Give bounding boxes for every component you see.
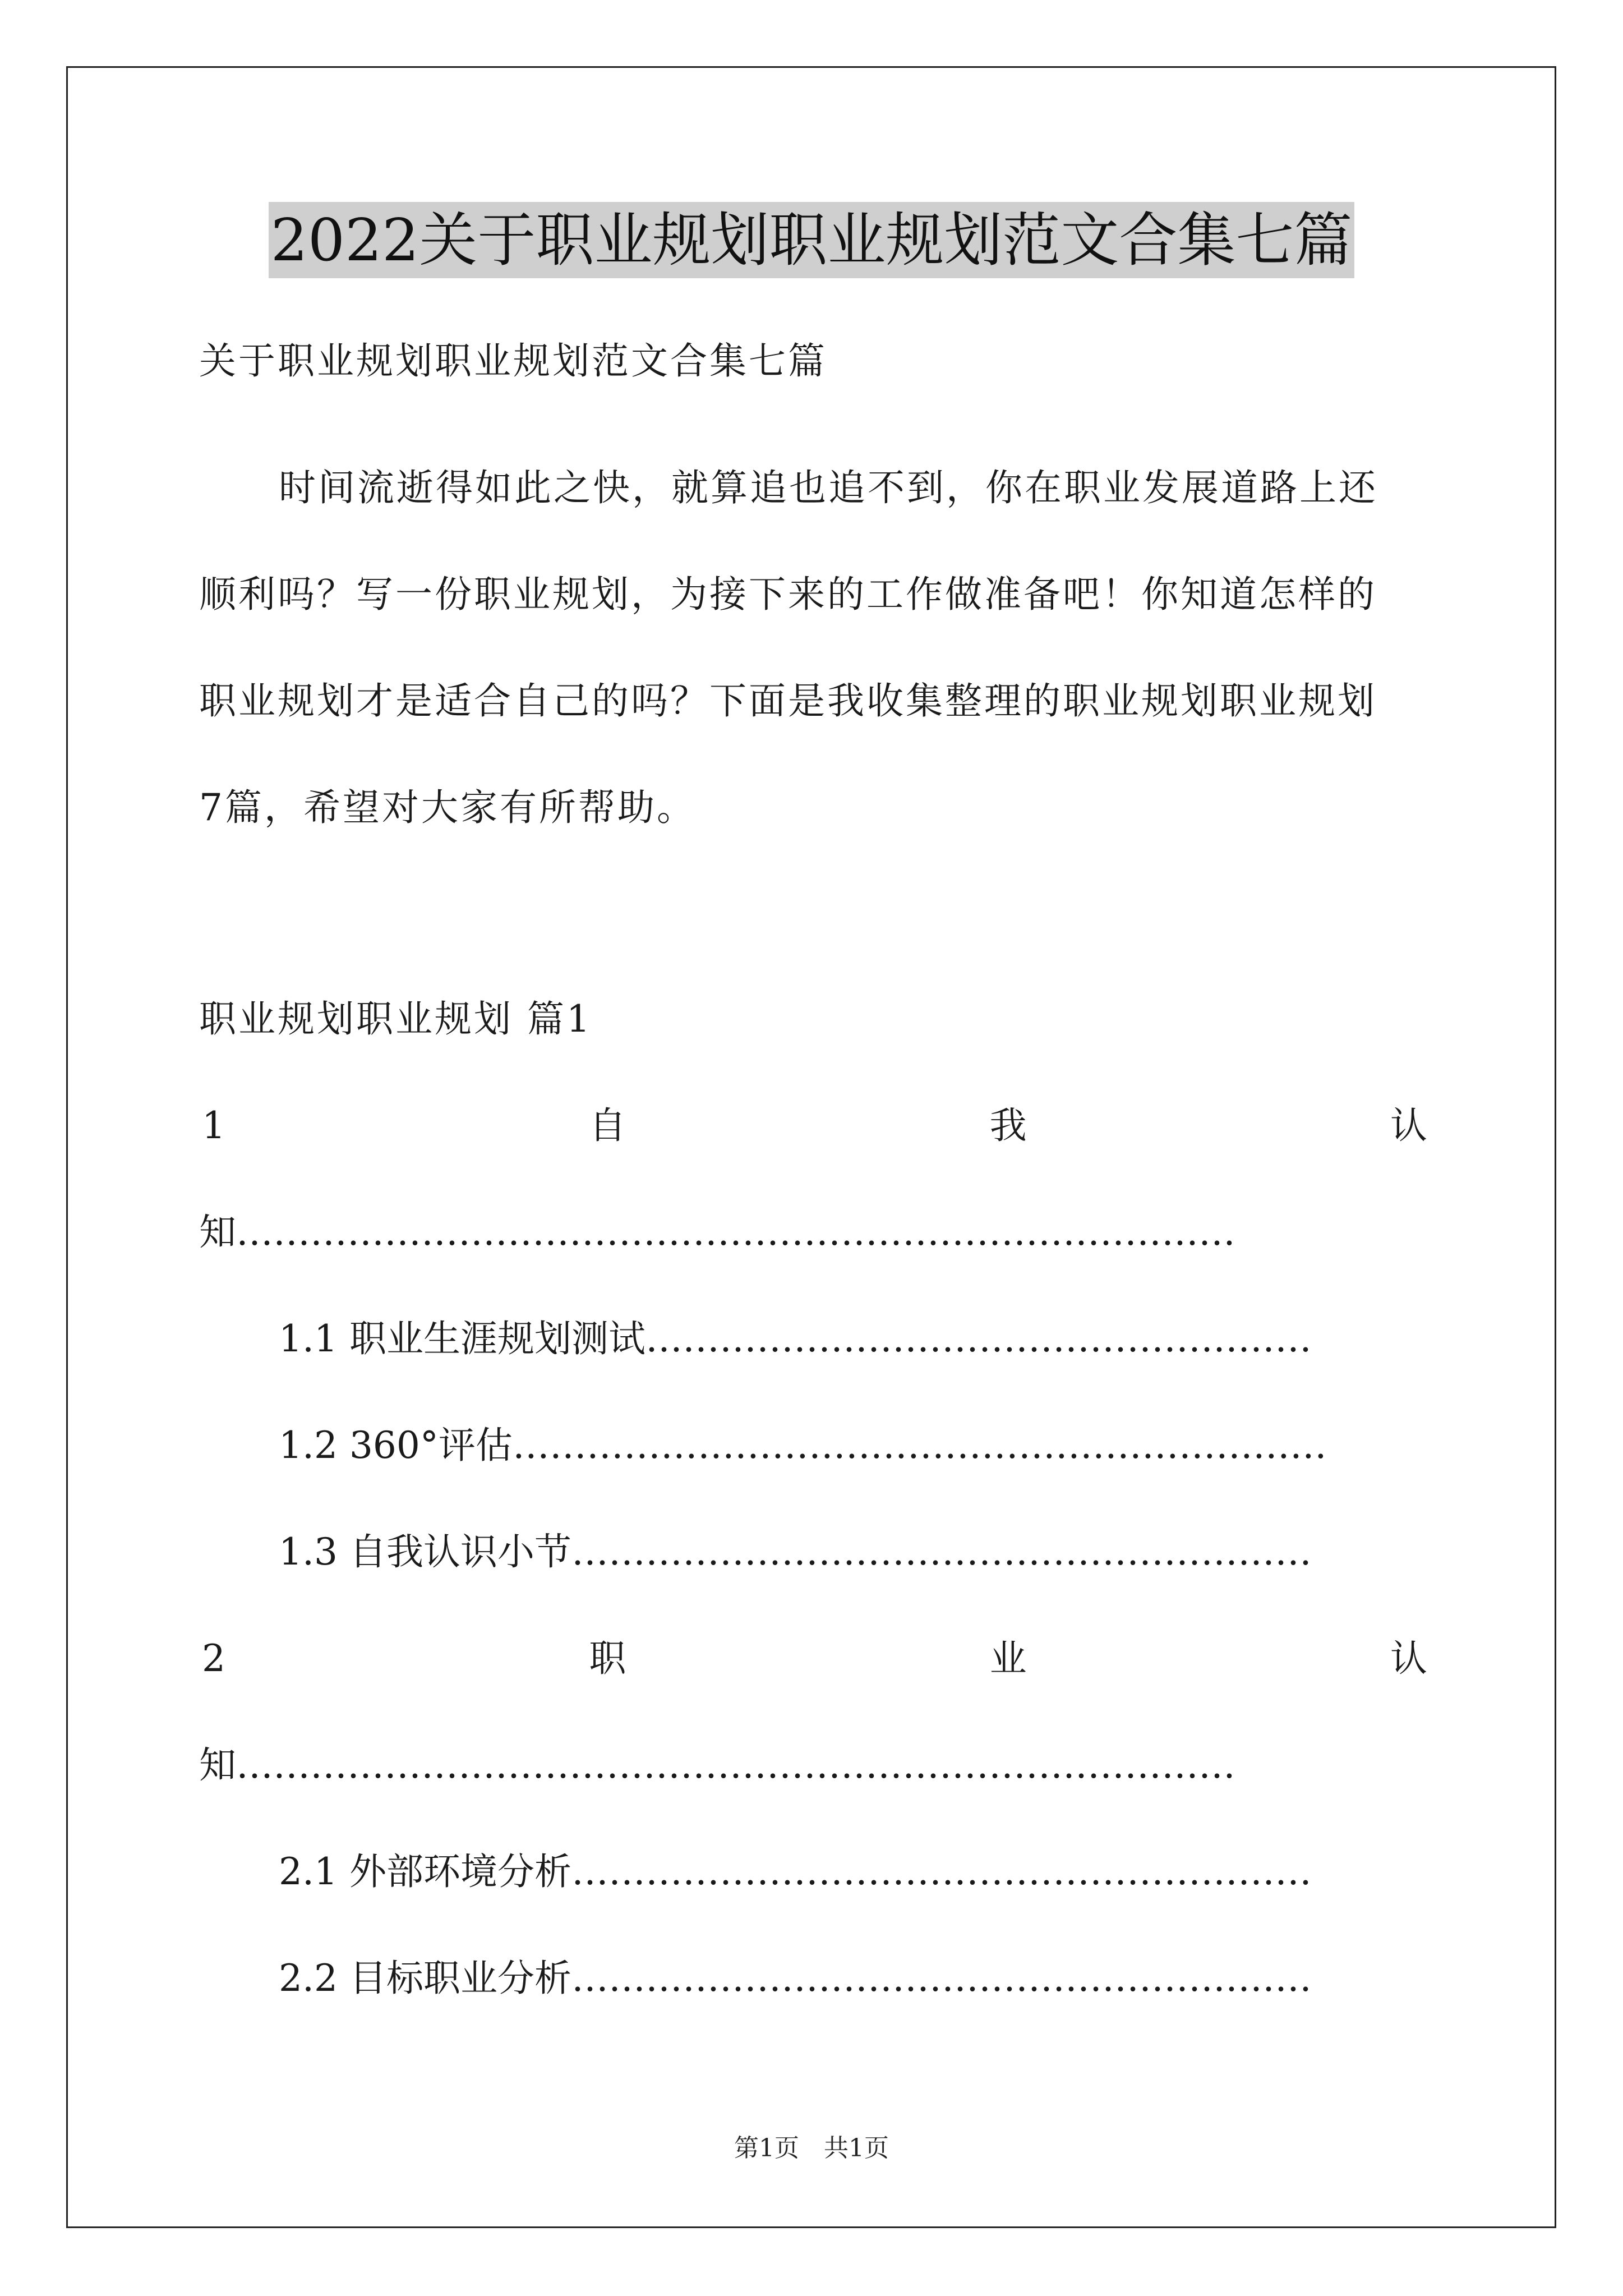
toc-item-2-part: 认 xyxy=(1390,1637,1427,1680)
toc-item-1-part: 认 xyxy=(1390,1104,1427,1147)
toc-item-2-part: 业 xyxy=(989,1637,1027,1680)
intro-line-3: 职业规划才是适合自己的吗？下面是我收集整理的职业规划职业规划 xyxy=(199,679,1377,723)
document-title: 2022关于职业规划职业规划范文合集七篇 xyxy=(269,202,1355,278)
page-footer: 第1页 共1页 xyxy=(734,2134,889,2162)
toc-item-1-part: 1 xyxy=(202,1104,225,1147)
document-subtitle: 关于职业规划职业规划范文合集七篇 xyxy=(199,339,827,383)
toc-item-1-part: 我 xyxy=(989,1104,1027,1147)
toc-item-1-3: 1.3 自我认识小节…………………………………………………… xyxy=(279,1530,1312,1573)
toc-item-2-heading xyxy=(202,1636,1427,1681)
toc-item-1-part: 自 xyxy=(589,1104,626,1147)
intro-line-2: 顺利吗？写一份职业规划，为接下来的工作做准备吧！你知道怎样的 xyxy=(199,573,1377,616)
toc-item-1-1: 1.1 职业生涯规划测试……………………………………………… xyxy=(279,1317,1312,1360)
intro-line-4: 7篇，希望对大家有所帮助。 xyxy=(199,786,696,829)
section-heading: 职业规划职业规划 篇1 xyxy=(199,997,592,1041)
document-title-wrap xyxy=(0,202,1623,278)
intro-line-1: 时间流逝得如此之快，就算追也追不到，你在职业发展道路上还 xyxy=(279,466,1378,509)
toc-item-2-tail: 知……………………………………………………………………… xyxy=(199,1743,1235,1787)
toc-item-1-heading xyxy=(202,1103,1427,1148)
toc-item-2-2: 2.2 目标职业分析…………………………………………………… xyxy=(279,1957,1312,2000)
toc-item-2-part: 职 xyxy=(589,1637,626,1680)
toc-item-2-1: 2.1 外部环境分析…………………………………………………… xyxy=(279,1850,1312,1893)
toc-item-1-tail: 知……………………………………………………………………… xyxy=(199,1211,1235,1254)
toc-item-2-part: 2 xyxy=(202,1637,225,1680)
toc-item-1-2: 1.2 360°评估………………………………………………………… xyxy=(279,1424,1327,1467)
